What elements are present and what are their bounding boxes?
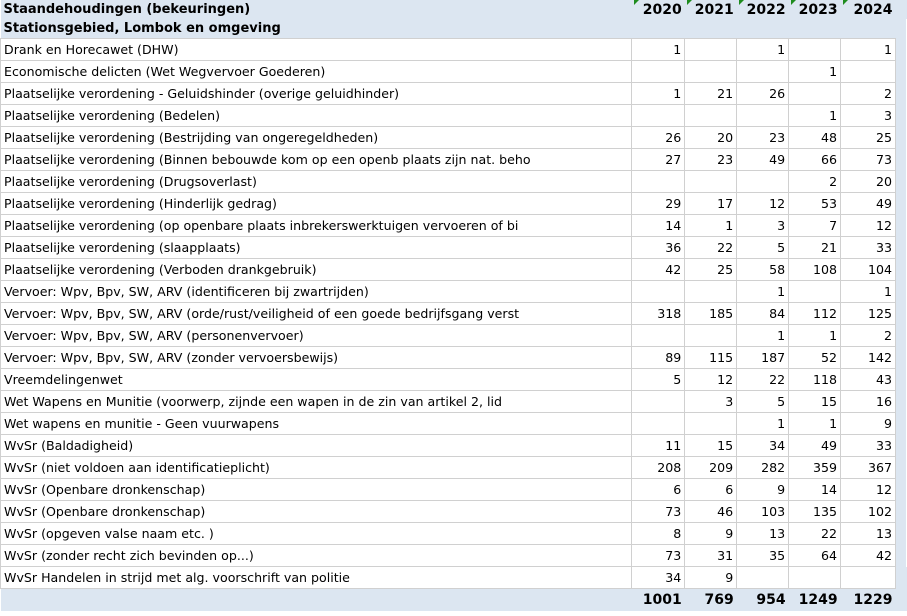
row-label[interactable]: Plaatselijke verordening (op openbare plaats inbrekerswerktuigen vervoeren of bi [1, 215, 632, 237]
value-cell[interactable]: 5 [632, 369, 685, 391]
sheet-edge [896, 567, 907, 589]
sheet-edge [896, 347, 907, 369]
value-cell[interactable] [789, 83, 841, 105]
total-cell[interactable]: 1249 [789, 589, 841, 612]
row-label[interactable]: Vreemdelingenwet [1, 369, 632, 391]
error-indicator-icon [687, 0, 692, 5]
table-row [1, 545, 907, 567]
value-cell[interactable]: 5 [737, 391, 789, 413]
row-label[interactable]: Vervoer: Wpv, Bpv, SW, ARV (zonder vervoersbewijs) [1, 347, 632, 369]
value-cell[interactable] [841, 61, 896, 83]
row-label[interactable]: Plaatselijke verordening (Bestrijding van ongeregeldheden) [1, 127, 632, 149]
table-row [1, 149, 907, 171]
value-cell[interactable] [789, 567, 841, 589]
value-cell[interactable]: 7 [789, 215, 841, 237]
sheet-edge [896, 105, 907, 127]
sheet-edge [896, 325, 907, 347]
year-header[interactable] [685, 0, 737, 19]
table-row [1, 413, 907, 435]
value-cell[interactable]: 1 [789, 413, 841, 435]
table-row [1, 193, 907, 215]
row-label[interactable]: WvSr (Openbare dronkenschap) [1, 501, 632, 523]
value-cell[interactable]: 48 [789, 127, 841, 149]
value-cell[interactable]: 3 [841, 105, 896, 127]
value-cell[interactable]: 8 [632, 523, 685, 545]
table-row [1, 171, 907, 193]
value-cell[interactable]: 23 [685, 149, 737, 171]
row-label[interactable]: WvSr (opgeven valse naam etc. ) [1, 523, 632, 545]
table-row [1, 435, 907, 457]
value-cell[interactable]: 14 [789, 479, 841, 501]
value-cell[interactable]: 27 [632, 149, 685, 171]
sheet-edge [896, 19, 907, 39]
year-header[interactable] [841, 0, 896, 19]
value-cell[interactable]: 42 [841, 545, 896, 567]
value-cell[interactable] [632, 391, 685, 413]
value-cell[interactable]: 13 [737, 523, 789, 545]
value-cell[interactable]: 29 [632, 193, 685, 215]
value-cell[interactable]: 15 [789, 391, 841, 413]
table-row [1, 391, 907, 413]
sheet-edge [896, 303, 907, 325]
value-cell[interactable]: 1 [632, 83, 685, 105]
value-cell[interactable]: 9 [841, 413, 896, 435]
total-cell[interactable]: 769 [685, 589, 737, 612]
year-header[interactable] [737, 0, 789, 19]
value-cell[interactable]: 16 [841, 391, 896, 413]
table-row [1, 39, 907, 61]
value-cell[interactable]: 6 [632, 479, 685, 501]
error-indicator-icon [739, 0, 744, 5]
value-cell[interactable]: 35 [737, 545, 789, 567]
totals-label-cell[interactable] [1, 589, 632, 612]
value-cell[interactable]: 11 [632, 435, 685, 457]
value-cell[interactable]: 73 [632, 501, 685, 523]
value-cell[interactable]: 1 [737, 39, 789, 61]
value-cell[interactable] [737, 61, 789, 83]
value-cell[interactable] [685, 413, 737, 435]
total-cell[interactable]: 1229 [841, 589, 896, 612]
value-cell[interactable]: 31 [685, 545, 737, 567]
table-row [1, 347, 907, 369]
value-cell[interactable]: 84 [737, 303, 789, 325]
error-indicator-icon [791, 0, 796, 5]
value-cell[interactable]: 9 [685, 567, 737, 589]
row-label[interactable]: Vervoer: Wpv, Bpv, SW, ARV (orde/rust/veiligheid of een goede bedrijfsgang verst [1, 303, 632, 325]
value-cell[interactable]: 3 [685, 391, 737, 413]
value-cell[interactable]: 1 [737, 325, 789, 347]
value-cell[interactable]: 1 [789, 61, 841, 83]
sheet-edge [896, 127, 907, 149]
sheet-edge [896, 589, 907, 612]
sheet-edge [896, 0, 907, 19]
row-label[interactable]: Wet Wapens en Munitie (voorwerp, zijnde een wapen in de zin van artikel 2, lid [1, 391, 632, 413]
value-cell[interactable]: 12 [685, 369, 737, 391]
value-cell[interactable]: 12 [737, 193, 789, 215]
sheet-edge [896, 215, 907, 237]
value-cell[interactable]: 21 [789, 237, 841, 259]
table-row [1, 215, 907, 237]
value-cell[interactable] [685, 61, 737, 83]
year-label: 2020 [642, 1, 682, 18]
sheet-edge [896, 501, 907, 523]
value-cell[interactable]: 2 [841, 83, 896, 105]
sheet-edge [896, 237, 907, 259]
value-cell[interactable]: 6 [685, 479, 737, 501]
value-cell[interactable]: 3 [737, 215, 789, 237]
value-cell[interactable]: 49 [789, 435, 841, 457]
sheet-edge [896, 281, 907, 303]
value-cell[interactable]: 34 [737, 435, 789, 457]
table-row [1, 523, 907, 545]
value-cell[interactable] [632, 171, 685, 193]
value-cell[interactable]: 33 [841, 435, 896, 457]
sheet-edge [896, 523, 907, 545]
sheet-edge [896, 39, 907, 61]
row-label[interactable]: Plaatselijke verordening - Geluidshinder (overige geluidhinder) [1, 83, 632, 105]
value-cell[interactable]: 1 [632, 39, 685, 61]
value-cell[interactable]: 26 [632, 127, 685, 149]
value-cell[interactable]: 12 [841, 479, 896, 501]
value-cell[interactable] [841, 567, 896, 589]
value-cell[interactable]: 15 [685, 435, 737, 457]
value-cell[interactable]: 42 [632, 259, 685, 281]
value-cell[interactable]: 12 [841, 215, 896, 237]
value-cell[interactable]: 185 [685, 303, 737, 325]
row-label[interactable]: Plaatselijke verordening (Verboden drankgebruik) [1, 259, 632, 281]
table-row [1, 83, 907, 105]
row-label[interactable]: Economische delicten (Wet Wegvervoer Goederen) [1, 61, 632, 83]
value-cell[interactable]: 102 [841, 501, 896, 523]
value-cell[interactable]: 20 [685, 127, 737, 149]
value-cell[interactable] [685, 171, 737, 193]
value-cell[interactable] [685, 105, 737, 127]
sheet-edge [896, 149, 907, 171]
value-cell[interactable]: 52 [789, 347, 841, 369]
value-cell[interactable]: 22 [737, 369, 789, 391]
value-cell[interactable]: 125 [841, 303, 896, 325]
empty-cell[interactable] [685, 19, 737, 39]
sheet-edge [896, 435, 907, 457]
value-cell[interactable]: 187 [737, 347, 789, 369]
sheet-edge [896, 83, 907, 105]
value-cell[interactable]: 142 [841, 347, 896, 369]
table-row [1, 281, 907, 303]
value-cell[interactable]: 89 [632, 347, 685, 369]
value-cell[interactable]: 64 [789, 545, 841, 567]
value-cell[interactable]: 46 [685, 501, 737, 523]
value-cell[interactable]: 359 [789, 457, 841, 479]
row-label[interactable]: Plaatselijke verordening (Drugsoverlast) [1, 171, 632, 193]
value-cell[interactable]: 73 [632, 545, 685, 567]
table-row [1, 325, 907, 347]
subtitle-row [1, 19, 907, 39]
value-cell[interactable]: 26 [737, 83, 789, 105]
value-cell[interactable]: 25 [841, 127, 896, 149]
value-cell[interactable]: 34 [632, 567, 685, 589]
sheet-edge [896, 457, 907, 479]
value-cell[interactable]: 115 [685, 347, 737, 369]
sheet-edge [896, 545, 907, 567]
value-cell[interactable]: 367 [841, 457, 896, 479]
value-cell[interactable] [632, 413, 685, 435]
value-cell[interactable]: 58 [737, 259, 789, 281]
value-cell[interactable]: 135 [789, 501, 841, 523]
value-cell[interactable]: 108 [789, 259, 841, 281]
value-cell[interactable]: 22 [789, 523, 841, 545]
value-cell[interactable]: 1 [841, 281, 896, 303]
value-cell[interactable]: 43 [841, 369, 896, 391]
value-cell[interactable] [789, 281, 841, 303]
row-label[interactable]: Plaatselijke verordening (Bedelen) [1, 105, 632, 127]
year-header[interactable] [632, 0, 685, 19]
row-label[interactable]: WvSr (Baldadigheid) [1, 435, 632, 457]
value-cell[interactable]: 209 [685, 457, 737, 479]
sheet-edge [896, 391, 907, 413]
value-cell[interactable]: 1 [737, 413, 789, 435]
value-cell[interactable]: 20 [841, 171, 896, 193]
value-cell[interactable]: 104 [841, 259, 896, 281]
value-cell[interactable] [737, 105, 789, 127]
year-header[interactable] [789, 0, 841, 19]
table-row [1, 127, 907, 149]
total-cell[interactable]: 954 [737, 589, 789, 612]
value-cell[interactable]: 13 [841, 523, 896, 545]
value-cell[interactable]: 2 [789, 171, 841, 193]
sheet-edge [896, 259, 907, 281]
sheet-edge [896, 193, 907, 215]
value-cell[interactable]: 25 [685, 259, 737, 281]
row-label[interactable]: Plaatselijke verordening (Binnen bebouwde kom op een openb plaats zijn nat. beho [1, 149, 632, 171]
value-cell[interactable]: 9 [737, 479, 789, 501]
row-label[interactable]: WvSr (Openbare dronkenschap) [1, 479, 632, 501]
value-cell[interactable] [632, 61, 685, 83]
empty-cell[interactable] [789, 19, 841, 39]
error-indicator-icon [634, 0, 639, 5]
sheet-edge [896, 369, 907, 391]
table-row [1, 457, 907, 479]
value-cell[interactable]: 1 [685, 215, 737, 237]
year-label: 2023 [798, 1, 838, 18]
value-cell[interactable] [789, 39, 841, 61]
value-cell[interactable]: 1 [841, 39, 896, 61]
value-cell[interactable]: 1 [789, 325, 841, 347]
row-label[interactable]: Plaatselijke verordening (slaapplaats) [1, 237, 632, 259]
empty-cell[interactable] [841, 19, 896, 39]
header-row [1, 0, 907, 19]
table-row [1, 501, 907, 523]
row-label[interactable]: Vervoer: Wpv, Bpv, SW, ARV (identificeren bij zwartrijden) [1, 281, 632, 303]
table-title: Staandehoudingen (bekeuringen) [1, 0, 632, 19]
sheet-edge [896, 171, 907, 193]
value-cell[interactable]: 282 [737, 457, 789, 479]
value-cell[interactable]: 5 [737, 237, 789, 259]
row-label[interactable]: WvSr (zonder recht zich bevinden op...) [1, 545, 632, 567]
row-label[interactable]: Vervoer: Wpv, Bpv, SW, ARV (personenvervoer) [1, 325, 632, 347]
value-cell[interactable] [685, 39, 737, 61]
value-cell[interactable]: 23 [737, 127, 789, 149]
value-cell[interactable] [737, 171, 789, 193]
row-label[interactable]: WvSr Handelen in strijd met alg. voorschrift van politie [1, 567, 632, 589]
value-cell[interactable]: 21 [685, 83, 737, 105]
year-label: 2021 [694, 1, 734, 18]
value-cell[interactable]: 118 [789, 369, 841, 391]
value-cell[interactable]: 66 [789, 149, 841, 171]
table-row [1, 259, 907, 281]
value-cell[interactable] [632, 281, 685, 303]
value-cell[interactable] [737, 567, 789, 589]
value-cell[interactable]: 33 [841, 237, 896, 259]
empty-cell[interactable] [737, 19, 789, 39]
value-cell[interactable]: 208 [632, 457, 685, 479]
year-label: 2024 [853, 1, 893, 18]
value-cell[interactable]: 1 [789, 105, 841, 127]
value-cell[interactable] [685, 325, 737, 347]
value-cell[interactable]: 22 [685, 237, 737, 259]
table-row [1, 105, 907, 127]
value-cell[interactable]: 112 [789, 303, 841, 325]
table-row [1, 369, 907, 391]
table-row [1, 237, 907, 259]
sheet-edge [896, 479, 907, 501]
value-cell[interactable] [632, 325, 685, 347]
table-row [1, 61, 907, 83]
table-row [1, 567, 907, 589]
value-cell[interactable] [685, 281, 737, 303]
value-cell[interactable]: 36 [632, 237, 685, 259]
row-label[interactable]: WvSr (niet voldoen aan identificatieplicht) [1, 457, 632, 479]
row-label[interactable]: Plaatselijke verordening (Hinderlijk gedrag) [1, 193, 632, 215]
value-cell[interactable]: 9 [685, 523, 737, 545]
value-cell[interactable]: 49 [841, 193, 896, 215]
totals-row [1, 589, 907, 612]
table-row [1, 479, 907, 501]
value-cell[interactable]: 2 [841, 325, 896, 347]
sheet-edge [896, 413, 907, 435]
empty-cell[interactable] [632, 19, 685, 39]
table-row [1, 303, 907, 325]
error-indicator-icon [843, 0, 848, 5]
value-cell[interactable] [632, 105, 685, 127]
total-cell[interactable]: 1001 [632, 589, 685, 612]
value-cell[interactable]: 1 [737, 281, 789, 303]
value-cell[interactable]: 49 [737, 149, 789, 171]
row-label[interactable]: Wet wapens en munitie - Geen vuurwapens [1, 413, 632, 435]
year-label: 2022 [746, 1, 786, 18]
sheet-edge [896, 61, 907, 83]
value-cell[interactable]: 103 [737, 501, 789, 523]
row-label[interactable]: Drank en Horecawet (DHW) [1, 39, 632, 61]
table-subtitle: Stationsgebied, Lombok en omgeving [1, 19, 632, 39]
value-cell[interactable]: 14 [632, 215, 685, 237]
value-cell[interactable]: 17 [685, 193, 737, 215]
value-cell[interactable]: 53 [789, 193, 841, 215]
value-cell[interactable]: 73 [841, 149, 896, 171]
value-cell[interactable]: 318 [632, 303, 685, 325]
